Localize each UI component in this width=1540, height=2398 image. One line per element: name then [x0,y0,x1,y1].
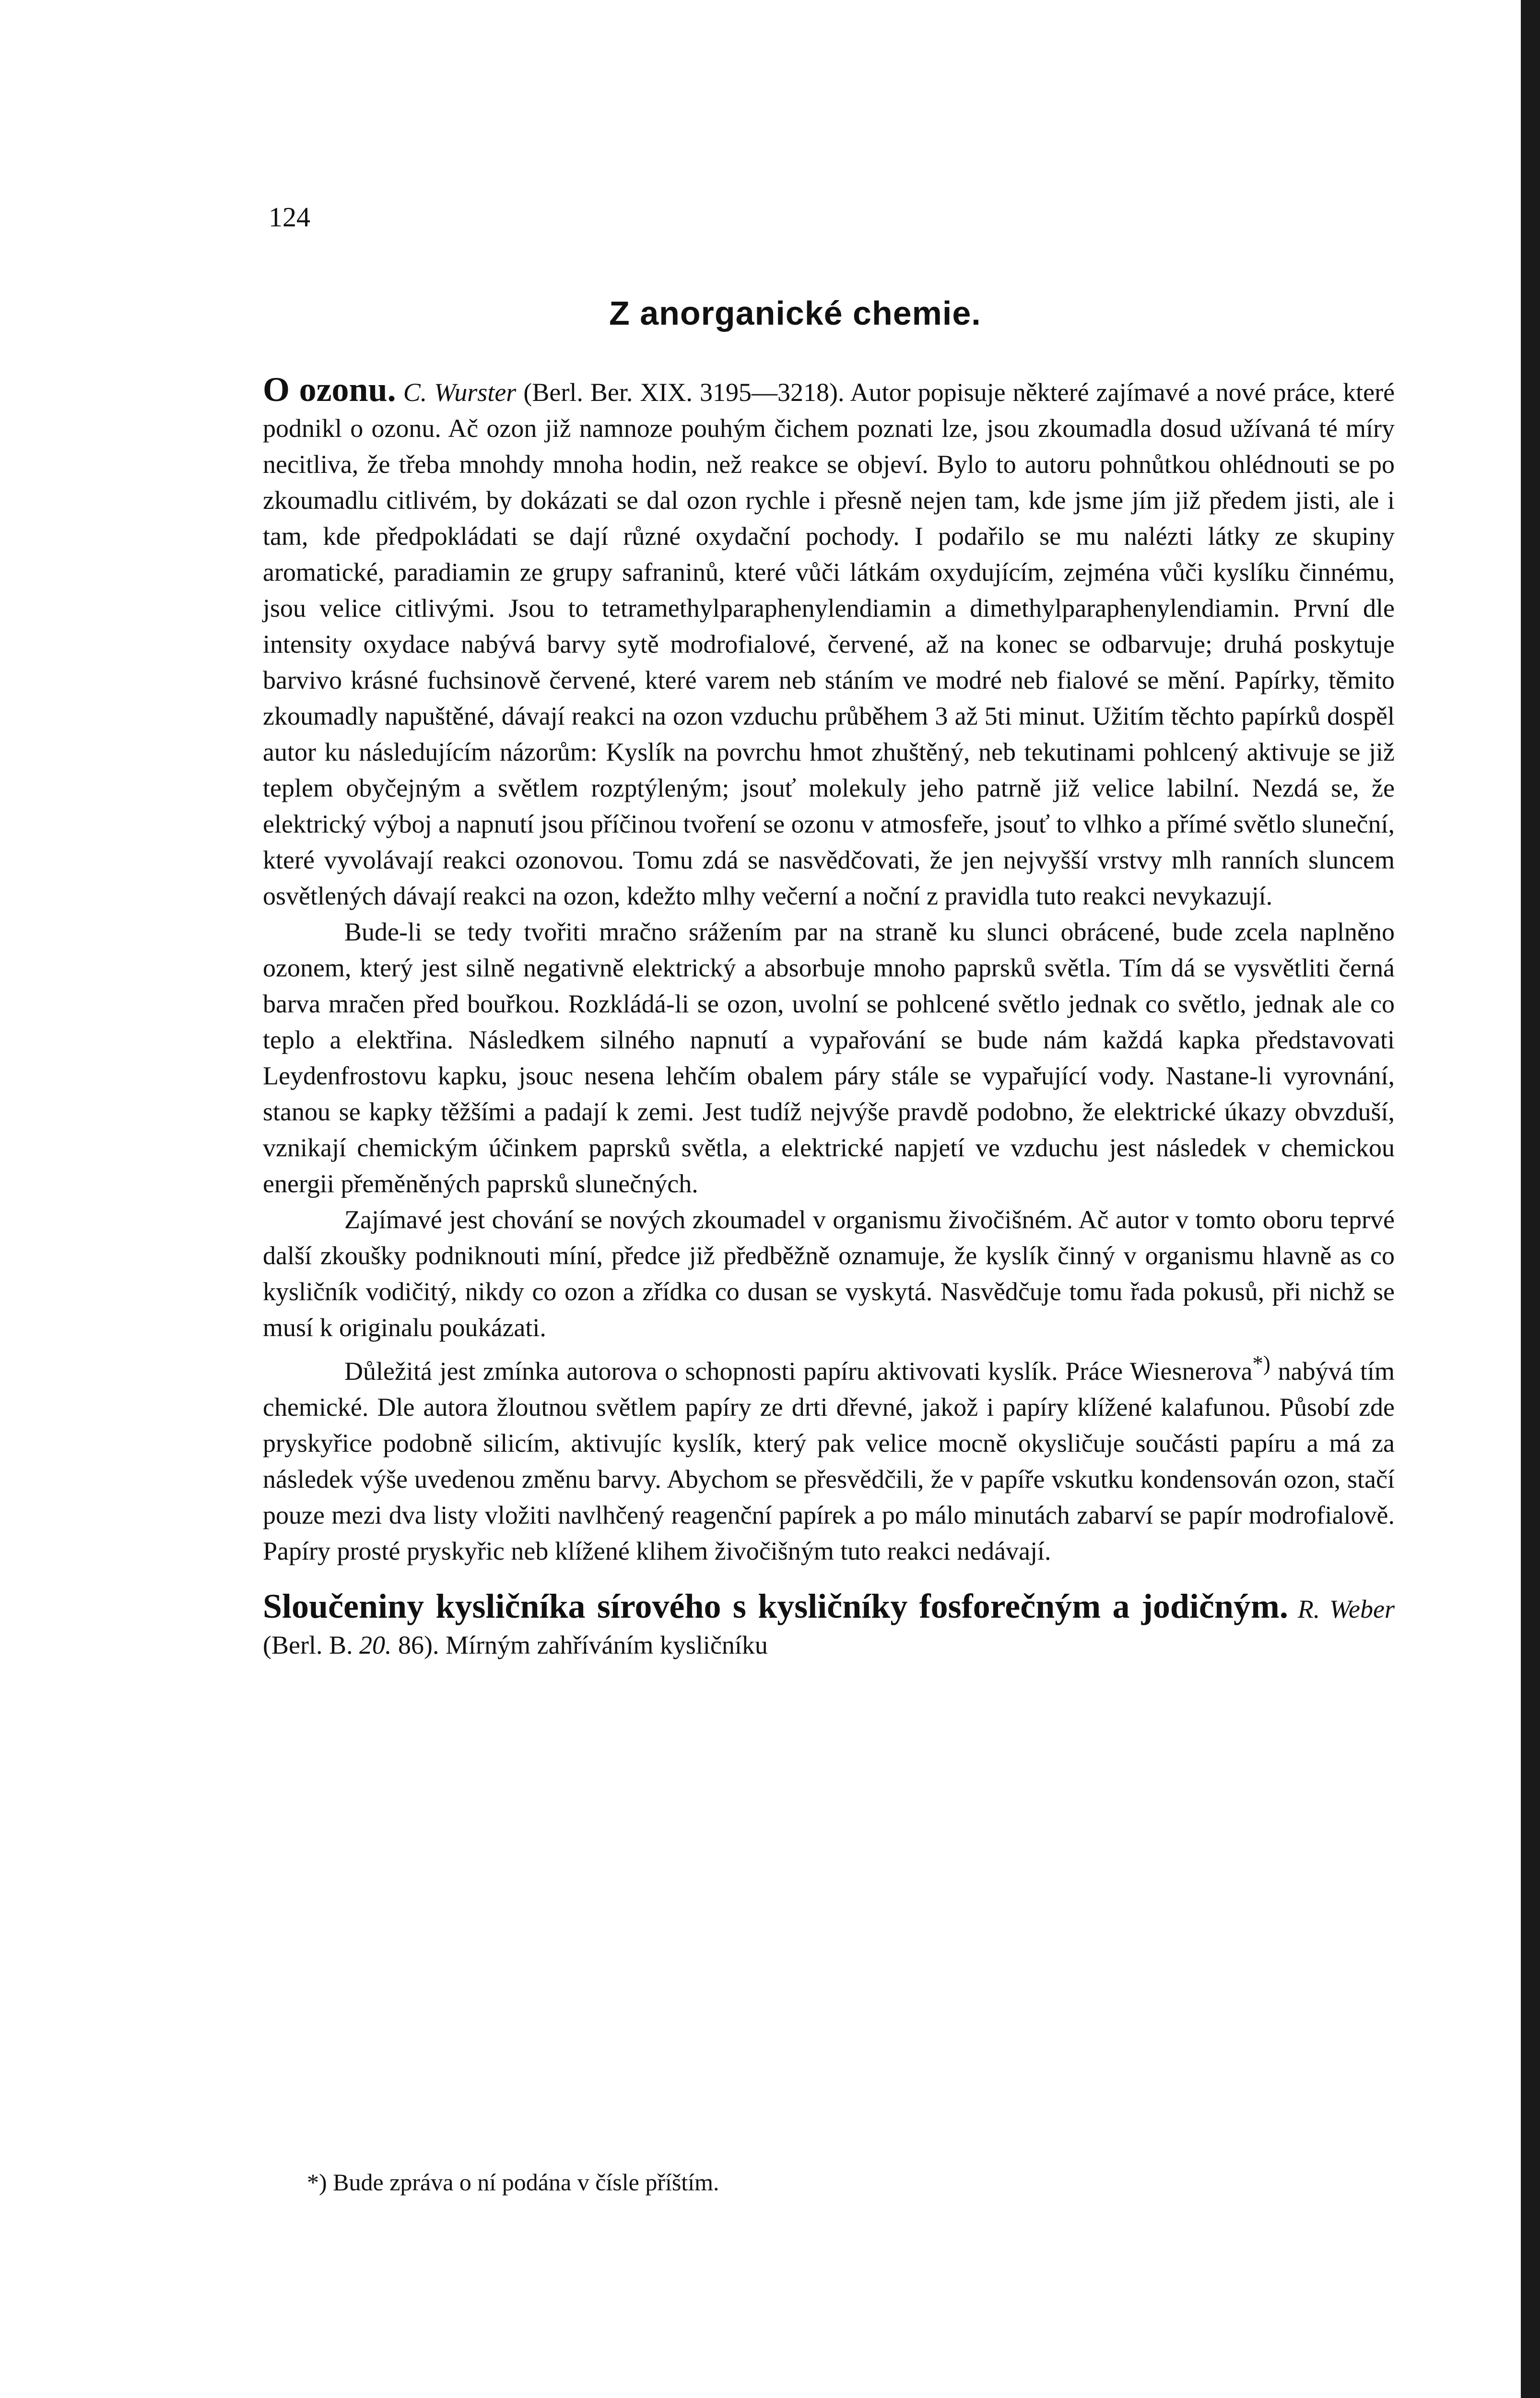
article1-citation: (Berl. Ber. XIX. 3195—3218). [523,378,845,407]
scan-edge [1521,0,1540,2398]
article2-paragraph [263,1588,1395,1663]
article1-heading: O ozonu. [263,370,396,409]
section-title: Z anorganické chemie. [609,294,981,332]
article1-paragraph4 [263,1346,1395,1569]
article1-paragraph1 [263,372,1395,914]
article2-page: 86). [398,1631,439,1659]
paragraph4-start: Důležitá jest zmínka autorova o schopnosti papíru aktivovati kyslík. Práce Wiesnerova [344,1357,1253,1386]
article1-intro: Autor popisuje některé zajímavé a nové práce, které podnikl o ozonu. Ač ozon již namnoze pouhým čichem poznati lze, jsou zkoumadla dosud užívaná té míry necitliva, že třeba mnohdy mnoha hodin, než reakce se objeví. Bylo to autoru pohnůtkou ohlédnouti se po zkoumadlu citlivém, by dokázati se dal ozon rychle i přesně nejen tam, kde jsme jím již předem jisti, ale i tam, kde předpokládati se dají různé oxydační pochody. I podařilo se mu nalézti látky ze skupiny aromatické, paradiamin ze grupy safraninů, které vůči látkám oxydujícím, zejména vůči kyslíku činnému, jsou velice citlivými. Jsou to tetramethylparaphenylendiamin a dimethylparaphenylendiamin. První dle intensity oxydace nabývá barvy sytě modrofialové, červené, až na konec se odbarvuje; druhá poskytuje barvivo krásné fuchsinově červené, které varem neb stáním ve modré neb fialové se mění. Papírky, těmito zkoumadly napuštěné, dávají reakci na ozon vzduchu průběhem 3 až 5ti minut. Užitím těchto papírků dospěl autor ku následujícím názorům: Kyslík na povrchu hmot zhuštěný, neb tekutinami pohlcený aktivuje se již teplem obyčejným a světlem rozptýleným; jsouť molekuly jeho patrně již velice labilní. Nezdá se, že elektrický výboj a napnutí jsou příčinou tvoření se ozonu v atmosfeře, jsouť to vlhko a přímé světlo sluneční, které vyvolávají reakci ozonovou. Tomu zdá se nasvědčovati, že jen nejvyšší vrstvy mlh ranních sluncem osvětlených dávají reakci na ozon, kdežto mlhy večerní a noční z pravidla tuto reakci nevykazují. [263,378,1395,910]
article-body [263,372,1395,1663]
footnote-mark: *) [1252,1352,1270,1375]
page-number: 124 [269,201,310,233]
paragraph4-end: nabývá tím chemické. Dle autora žloutnou světlem papíry ze drti dřevné, jakož i papíry klížené kalafunou. Působí zde pryskyřice podobně silicím, aktivujíc kyslík, který pak velice mocně okysličuje součásti papíru a má za následek výše uvedenou změnu barvy. Abychom se přesvědčili, že v papíře vskutku kondensován ozon, stačí pouze mezi dva listy vložiti navlhčený reagenční papírek a po málo minutách zabarví se papír modrofialově. Papíry prosté pryskyřic neb klížené klihem živočišným tuto reakci nedávají. [263,1357,1395,1565]
article2-citation: (Berl. B. [263,1631,353,1659]
article1-paragraph3: Zajímavé jest chování se nových zkoumadel v organismu živočišném. Ač autor v tomto oboru teprvé další zkoušky podniknouti míní, předce již předběžně oznamuje, že kyslík činný v organismu hlavně as co kysličník vodičitý, nikdy co ozon a zřídka co dusan se vyskytá. Nasvědčuje tomu řada pokusů, při nichž se musí k originalu poukázati. [263,1205,1395,1342]
article2-heading: Sloučeniny kysličníka sírového s kysličníky fosforečným a jodičným. [263,1587,1288,1625]
footnote: *) Bude zpráva o ní podána v čísle příštím. [307,2169,719,2196]
article1-author: C. Wurster [403,378,517,407]
article2-volume: 20. [359,1631,392,1659]
article1-paragraph2: Bude-li se tedy tvořiti mračno srážením par na straně ku slunci obrácené, bude zcela naplněno ozonem, který jest silně negativně elektrický a absorbuje mnoho paprsků světla. Tím dá se vysvětliti černá barva mračen před bouřkou. Rozkládá-li se ozon, uvolní se pohlcené světlo jednak co světlo, jednak ale co teplo a elektřina. Následkem silného napnutí a vypařování se bude nám každá kapka představovati Leydenfrostovu kapku, jsouc nesena lehčím obalem páry stále se vypařující vody. Nastane-li vyrovnání, stanou se kapky těžšími a padají k zemi. Jest tudíž nejvýše pravdě podobno, že elektrické úkazy obvzduší, vznikají chemickým účinkem paprsků světla, a elektrické napjetí ve vzduchu jest následek v chemickou energii přeměněných paprsků slunečných. [263,917,1395,1198]
article2-text: Mírným zahříváním kysličníku [445,1631,768,1659]
article2-author: R. Weber [1297,1595,1395,1623]
